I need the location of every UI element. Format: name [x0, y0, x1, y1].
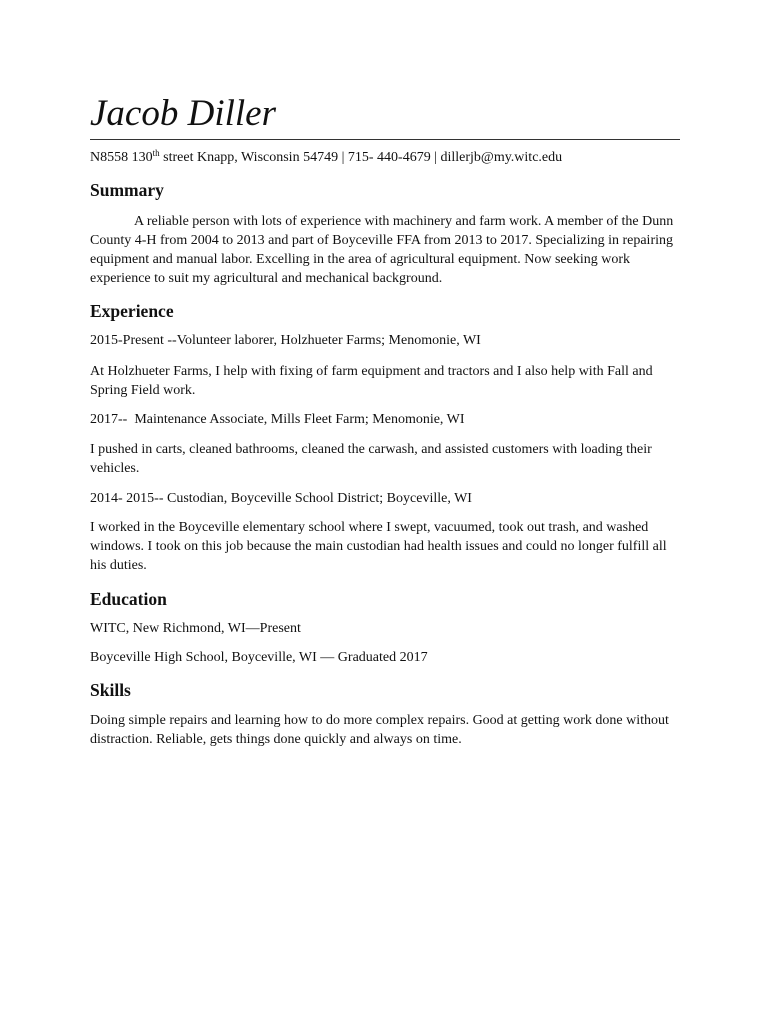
header-divider [90, 139, 680, 140]
contact-line [90, 148, 562, 168]
address-ordinal-suffix: th [152, 148, 160, 158]
skills-heading: Skills [90, 680, 131, 700]
job-title-custodian: 2014- 2015-- Custodian, Boyceville School District; Boyceville, WI [90, 491, 472, 506]
education-heading: Education [90, 589, 167, 609]
job-description-fleet-farm: I pushed in carts, cleaned bathrooms, cleaned the carwash, and assisted customers with loading their vehicles. [90, 442, 652, 476]
job-description-custodian: I worked in the Boyceville elementary school where I swept, vacuumed, took out trash, and washed windows. I took on this job because the main custodian had health issues and could no longer fulfill all his duties. [90, 520, 667, 573]
resume-name: Jacob Diller [90, 93, 276, 134]
contact-details: street Knapp, Wisconsin 54749 | 715- 440-4679 | dillerjb@my.witc.edu [159, 150, 563, 165]
address-number: N8558 130 [90, 150, 153, 165]
summary-heading: Summary [90, 180, 164, 200]
skills-text: Doing simple repairs and learning how to do more complex repairs. Good at getting work done without distraction. Reliable, gets things done quickly and always on time. [90, 713, 669, 747]
summary-text: A reliable person with lots of experience with machinery and farm work. A member of the Dunn County 4-H from 2004 to 2013 and part of Boyceville FFA from 2013 to 2017. Specializing in repairing equipment and manual labor. Excelling in the area of agricultural equipment. Now seeking work experience to suit my agricultural and mechanical background. [90, 214, 674, 286]
experience-heading: Experience [90, 301, 174, 321]
job-title-holzhueter: 2015-Present --Volunteer laborer, Holzhueter Farms; Menomonie, WI [90, 333, 481, 348]
education-item-witc: WITC, New Richmond, WI—Present [90, 621, 301, 636]
job-title-fleet-farm: 2017-- Maintenance Associate, Mills Fleet Farm; Menomonie, WI [90, 412, 465, 427]
job-description-holzhueter: At Holzhueter Farms, I help with fixing of farm equipment and tractors and I also help with Fall and Spring Field work. [90, 364, 653, 398]
education-item-high-school: Boyceville High School, Boyceville, WI — Graduated 2017 [90, 650, 428, 665]
